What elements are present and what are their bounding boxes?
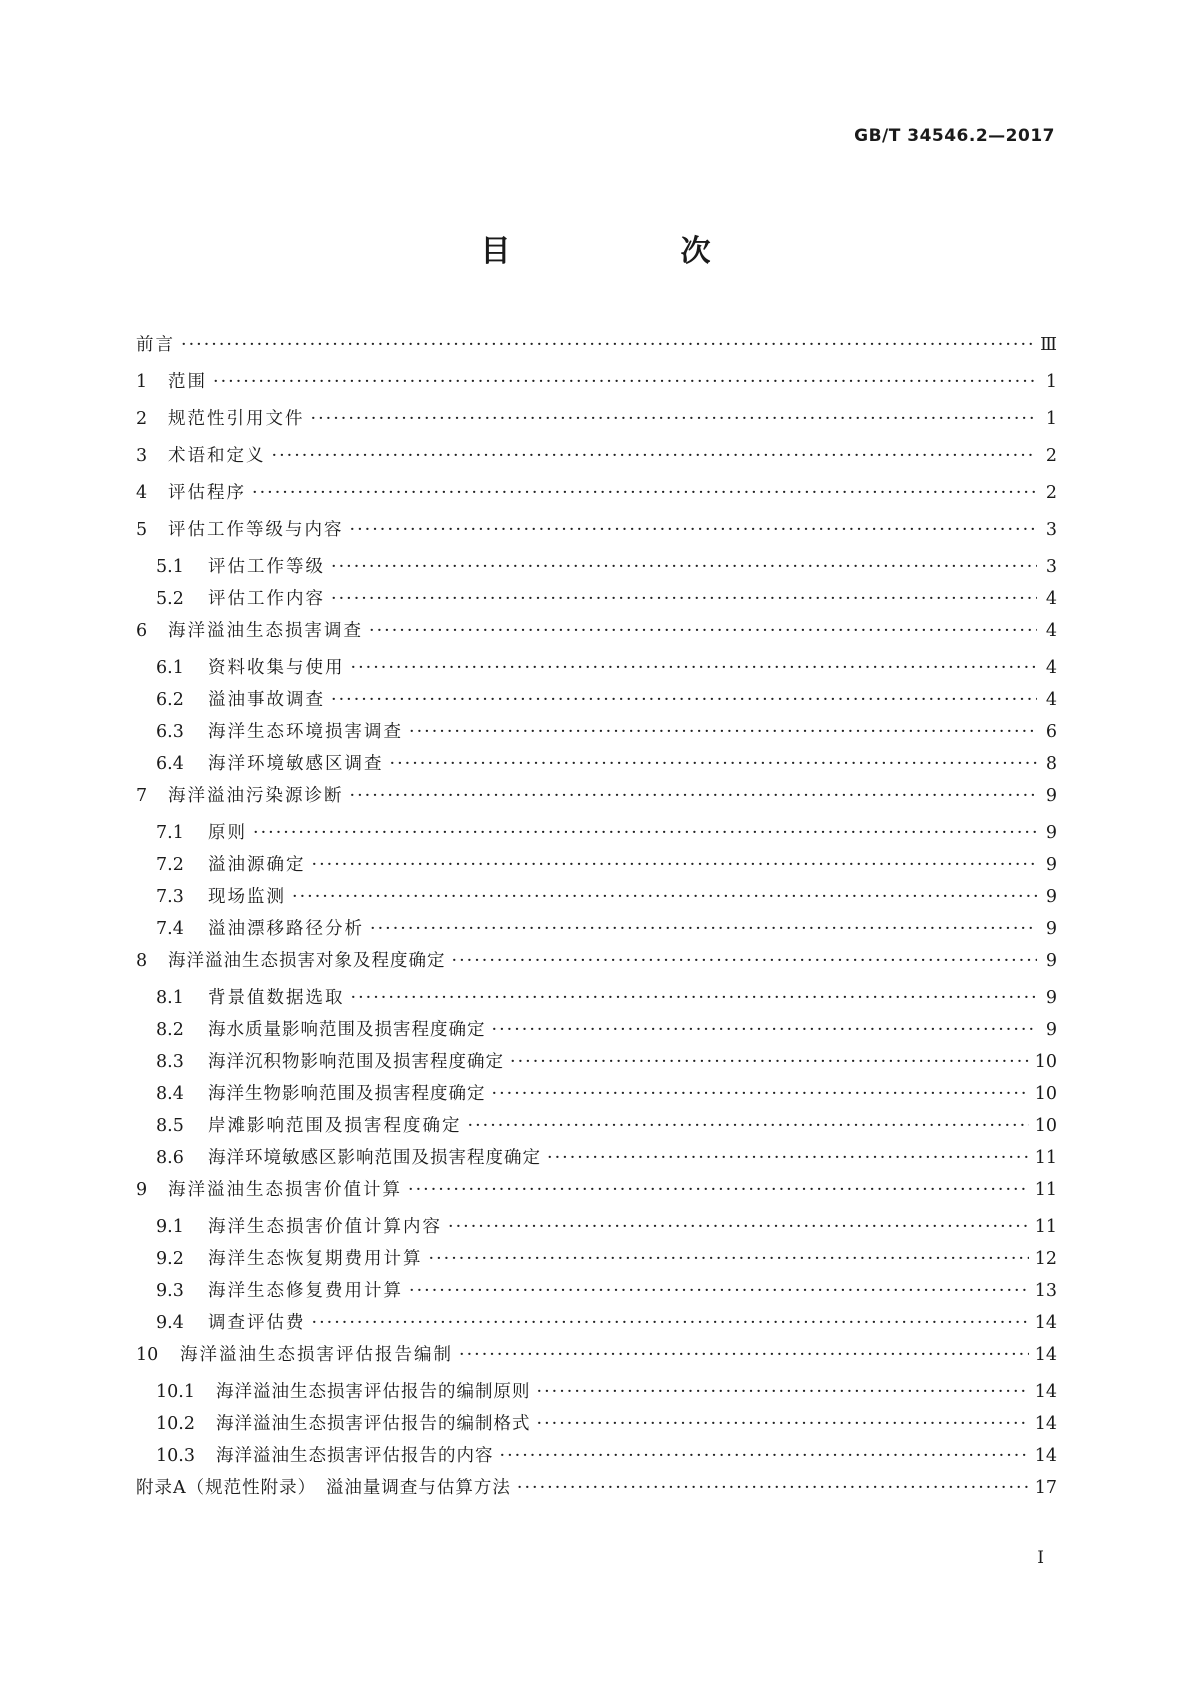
toc-entry-label: 海洋生物影响范围及损害程度确定: [208, 1084, 486, 1104]
toc-entry-page: 14: [1034, 1446, 1057, 1466]
toc-entry-page: 10: [1034, 1116, 1057, 1136]
toc-leader-dots: [547, 1148, 1029, 1168]
toc-entry-label: 海洋环境敏感区调查: [208, 754, 384, 774]
toc-entry-label: 范围: [168, 372, 207, 392]
toc-entry-label: 原则: [208, 823, 247, 843]
toc-entry-page: 4: [1045, 621, 1057, 641]
toc-entry-number: 8.6: [156, 1148, 184, 1168]
toc-entry-page: 10: [1034, 1052, 1057, 1072]
toc-entry-number: 10.2: [156, 1414, 195, 1434]
toc-entry-number: 3: [136, 446, 148, 466]
toc-entry[interactable]: [136, 984, 1057, 1016]
toc-entry[interactable]: [136, 516, 1057, 553]
toc-leader-dots: [390, 754, 1038, 774]
toc-entry[interactable]: [136, 1213, 1057, 1245]
toc-entry[interactable]: [136, 442, 1057, 479]
toc-entry[interactable]: [136, 819, 1057, 851]
toc-entry-label: 术语和定义: [168, 446, 266, 466]
toc-entry-number: 6.4: [156, 754, 184, 774]
toc-entry[interactable]: [136, 750, 1057, 782]
toc-entry[interactable]: [136, 1410, 1057, 1442]
toc-leader-dots: [409, 722, 1037, 742]
toc-entry-number: 5.1: [156, 557, 184, 577]
toc-entry-page: 10: [1034, 1084, 1057, 1104]
toc-leader-dots: [181, 335, 1034, 355]
toc-entry-page: 4: [1045, 589, 1057, 609]
toc-entry-page: 2: [1045, 446, 1057, 466]
toc-entry-page: 9: [1045, 823, 1057, 843]
toc-leader-dots: [537, 1414, 1029, 1434]
toc-entry[interactable]: [136, 553, 1057, 585]
toc-entry-page: 3: [1045, 557, 1057, 577]
toc-entry-page: 9: [1045, 855, 1057, 875]
toc-entry[interactable]: [136, 617, 1057, 654]
toc-entry-page: 9: [1045, 919, 1057, 939]
toc-leader-dots: [350, 786, 1038, 806]
toc-leader-dots: [459, 1345, 1029, 1365]
toc-leader-dots: [292, 887, 1037, 907]
toc-entry-label: 海水质量影响范围及损害程度确定: [208, 1020, 486, 1040]
toc-leader-dots: [500, 1446, 1029, 1466]
toc-entry-label: 海洋溢油生态损害评估报告的内容: [216, 1446, 494, 1466]
toc-leader-dots: [510, 1052, 1029, 1072]
toc-entry-number: 9.3: [156, 1281, 184, 1301]
toc-entry[interactable]: [136, 782, 1057, 819]
toc-entry[interactable]: [136, 1277, 1057, 1309]
toc-entry-number: 6.1: [156, 658, 184, 678]
toc-entry[interactable]: [136, 1016, 1057, 1048]
toc-entry[interactable]: [136, 718, 1057, 750]
toc-leader-dots: [312, 1313, 1029, 1333]
toc-entry[interactable]: [136, 1080, 1057, 1112]
toc-entry-label: 海洋溢油生态损害评估报告的编制原则: [216, 1382, 531, 1402]
toc-entry-page: 11: [1034, 1180, 1057, 1200]
toc-entry[interactable]: [136, 1048, 1057, 1080]
toc-entry-number: 7.1: [156, 823, 184, 843]
toc-entry-page: 14: [1034, 1414, 1057, 1434]
toc-entry-label: 海洋环境敏感区影响范围及损害程度确定: [208, 1148, 541, 1168]
toc-entry-page: 14: [1034, 1345, 1057, 1365]
toc-entry-number: 10: [136, 1345, 159, 1365]
toc-entry-page: 6: [1045, 722, 1057, 742]
toc-leader-dots: [252, 483, 1037, 503]
toc-leader-dots: [331, 557, 1037, 577]
toc-entry-label: 溢油源确定: [208, 855, 306, 875]
toc-entry-number: 8: [136, 951, 148, 971]
toc-entry-number: 8.2: [156, 1020, 184, 1040]
toc-entry-number: 7.4: [156, 919, 184, 939]
toc-entry-number: 10.3: [156, 1446, 195, 1466]
toc-entry-page: 4: [1045, 658, 1057, 678]
toc-entry-number: 5.2: [156, 589, 184, 609]
toc-entry-page: 11: [1034, 1217, 1057, 1237]
toc-entry[interactable]: [136, 585, 1057, 617]
toc-entry-number: 6.2: [156, 690, 184, 710]
toc-entry[interactable]: [136, 331, 1057, 368]
toc-entry-label: 海洋生态损害价值计算内容: [208, 1217, 442, 1237]
toc-entry[interactable]: [136, 947, 1057, 984]
toc-entry-label: 海洋溢油生态损害调查: [168, 621, 363, 641]
toc-entry-page: 11: [1034, 1148, 1057, 1168]
toc-entry-page: 9: [1045, 786, 1057, 806]
toc-leader-dots: [370, 919, 1037, 939]
toc-entry[interactable]: [136, 1112, 1057, 1144]
toc-entry-page: 2: [1045, 483, 1057, 503]
toc-entry-page: 3: [1045, 520, 1057, 540]
toc-entry[interactable]: [136, 851, 1057, 883]
toc-entry-label: 调查评估费: [208, 1313, 306, 1333]
toc-leader-dots: [448, 1217, 1029, 1237]
toc-entry[interactable]: [136, 1176, 1057, 1213]
toc-entry-label: 现场监测: [208, 887, 286, 907]
toc-entry-page: 17: [1034, 1478, 1057, 1498]
toc-entry-number: 7.2: [156, 855, 184, 875]
toc-entry-number: 1: [136, 372, 148, 392]
toc-entry-number: 6: [136, 621, 148, 641]
toc-entry-label: 海洋溢油生态损害评估报告编制: [180, 1345, 453, 1365]
toc-entry-page: 14: [1034, 1382, 1057, 1402]
toc-leader-dots: [492, 1084, 1029, 1104]
toc-entry-page: Ⅲ: [1040, 335, 1057, 355]
toc-leader-dots: [331, 690, 1037, 710]
toc-entry-page: 9: [1045, 1020, 1057, 1040]
toc-entry-number: 9.4: [156, 1313, 184, 1333]
toc-entry[interactable]: [136, 1474, 1057, 1511]
toc-entry-label: 附录A（规范性附录） 溢油量调查与估算方法: [136, 1478, 511, 1498]
toc-entry-page: 12: [1034, 1249, 1057, 1269]
toc-leader-dots: [492, 1020, 1038, 1040]
toc-entry-page: 8: [1045, 754, 1057, 774]
toc-leader-dots: [311, 409, 1038, 429]
toc-entry-label: 海洋生态环境损害调查: [208, 722, 403, 742]
toc-entry-number: 9.1: [156, 1217, 184, 1237]
toc-entry-label: 海洋生态修复费用计算: [208, 1281, 403, 1301]
toc-entry-page: 4: [1045, 690, 1057, 710]
toc-entry-number: 2: [136, 409, 148, 429]
toc-entry-label: 溢油事故调查: [208, 690, 325, 710]
toc-entry-number: 10.1: [156, 1382, 195, 1402]
toc-leader-dots: [350, 520, 1038, 540]
toc-leader-dots: [331, 589, 1037, 609]
toc-entry-label: 评估工作等级与内容: [168, 520, 344, 540]
toc-entry-label: 海洋生态恢复期费用计算: [208, 1249, 423, 1269]
toc-leader-dots: [213, 372, 1037, 392]
toc-leader-dots: [537, 1382, 1029, 1402]
toc-entry[interactable]: [136, 686, 1057, 718]
footer-page-number: I: [1037, 1548, 1044, 1568]
toc-entry-number: 7: [136, 786, 148, 806]
toc-leader-dots: [351, 658, 1038, 678]
toc-entry-number: 8.5: [156, 1116, 184, 1136]
toc-leader-dots: [468, 1116, 1029, 1136]
toc-entry-label: 评估工作等级: [208, 557, 325, 577]
page-title: 目 次: [480, 234, 781, 269]
toc-entry-number: 8.4: [156, 1084, 184, 1104]
toc-entry[interactable]: [136, 405, 1057, 442]
toc-entry[interactable]: [136, 883, 1057, 915]
toc-entry-page: 1: [1045, 409, 1057, 429]
toc-entry[interactable]: [136, 368, 1057, 405]
toc-entry-page: 1: [1045, 372, 1057, 392]
toc-entry-number: 5: [136, 520, 148, 540]
table-of-contents: [136, 331, 1057, 1511]
toc-entry-label: 评估程序: [168, 483, 246, 503]
toc-entry[interactable]: [136, 1341, 1057, 1378]
toc-entry-number: 9.2: [156, 1249, 184, 1269]
toc-entry-label: 规范性引用文件: [168, 409, 305, 429]
toc-entry-number: 8.3: [156, 1052, 184, 1072]
toc-entry-page: 9: [1045, 988, 1057, 1008]
toc-entry-label: 岸滩影响范围及损害程度确定: [208, 1116, 462, 1136]
toc-entry[interactable]: [136, 915, 1057, 947]
toc-entry-number: 6.3: [156, 722, 184, 742]
toc-entry[interactable]: [136, 1378, 1057, 1410]
toc-entry-label: 海洋沉积物影响范围及损害程度确定: [208, 1052, 504, 1072]
toc-entry[interactable]: [136, 1442, 1057, 1474]
toc-entry[interactable]: [136, 1245, 1057, 1277]
toc-entry-number: 7.3: [156, 887, 184, 907]
toc-entry[interactable]: [136, 1144, 1057, 1176]
toc-leader-dots: [452, 951, 1038, 971]
toc-entry-page: 13: [1034, 1281, 1057, 1301]
toc-entry-number: 9: [136, 1180, 148, 1200]
toc-entry-label: 海洋溢油生态损害评估报告的编制格式: [216, 1414, 531, 1434]
toc-leader-dots: [429, 1249, 1029, 1269]
toc-entry[interactable]: [136, 654, 1057, 686]
toc-leader-dots: [312, 855, 1038, 875]
toc-entry-number: 8.1: [156, 988, 184, 1008]
toc-entry-label: 资料收集与使用: [208, 658, 345, 678]
toc-leader-dots: [253, 823, 1037, 843]
toc-leader-dots: [409, 1281, 1029, 1301]
toc-leader-dots: [351, 988, 1038, 1008]
toc-leader-dots: [408, 1180, 1029, 1200]
toc-entry-label: 海洋溢油生态损害对象及程度确定: [168, 951, 446, 971]
toc-entry-page: 9: [1045, 887, 1057, 907]
toc-entry-page: 14: [1034, 1313, 1057, 1333]
toc-entry-label: 溢油漂移路径分析: [208, 919, 364, 939]
toc-entry-page: 9: [1045, 951, 1057, 971]
standard-code: GB/T 34546.2—2017: [854, 126, 1055, 146]
toc-entry[interactable]: [136, 1309, 1057, 1341]
toc-leader-dots: [272, 446, 1038, 466]
toc-entry-label: 海洋溢油污染源诊断: [168, 786, 344, 806]
toc-entry-label: 评估工作内容: [208, 589, 325, 609]
toc-entry-label: 前言: [136, 335, 175, 355]
toc-entry-label: 背景值数据选取: [208, 988, 345, 1008]
toc-leader-dots: [517, 1478, 1029, 1498]
toc-leader-dots: [369, 621, 1037, 641]
toc-entry-number: 4: [136, 483, 148, 503]
toc-entry-label: 海洋溢油生态损害价值计算: [168, 1180, 402, 1200]
toc-entry[interactable]: [136, 479, 1057, 516]
